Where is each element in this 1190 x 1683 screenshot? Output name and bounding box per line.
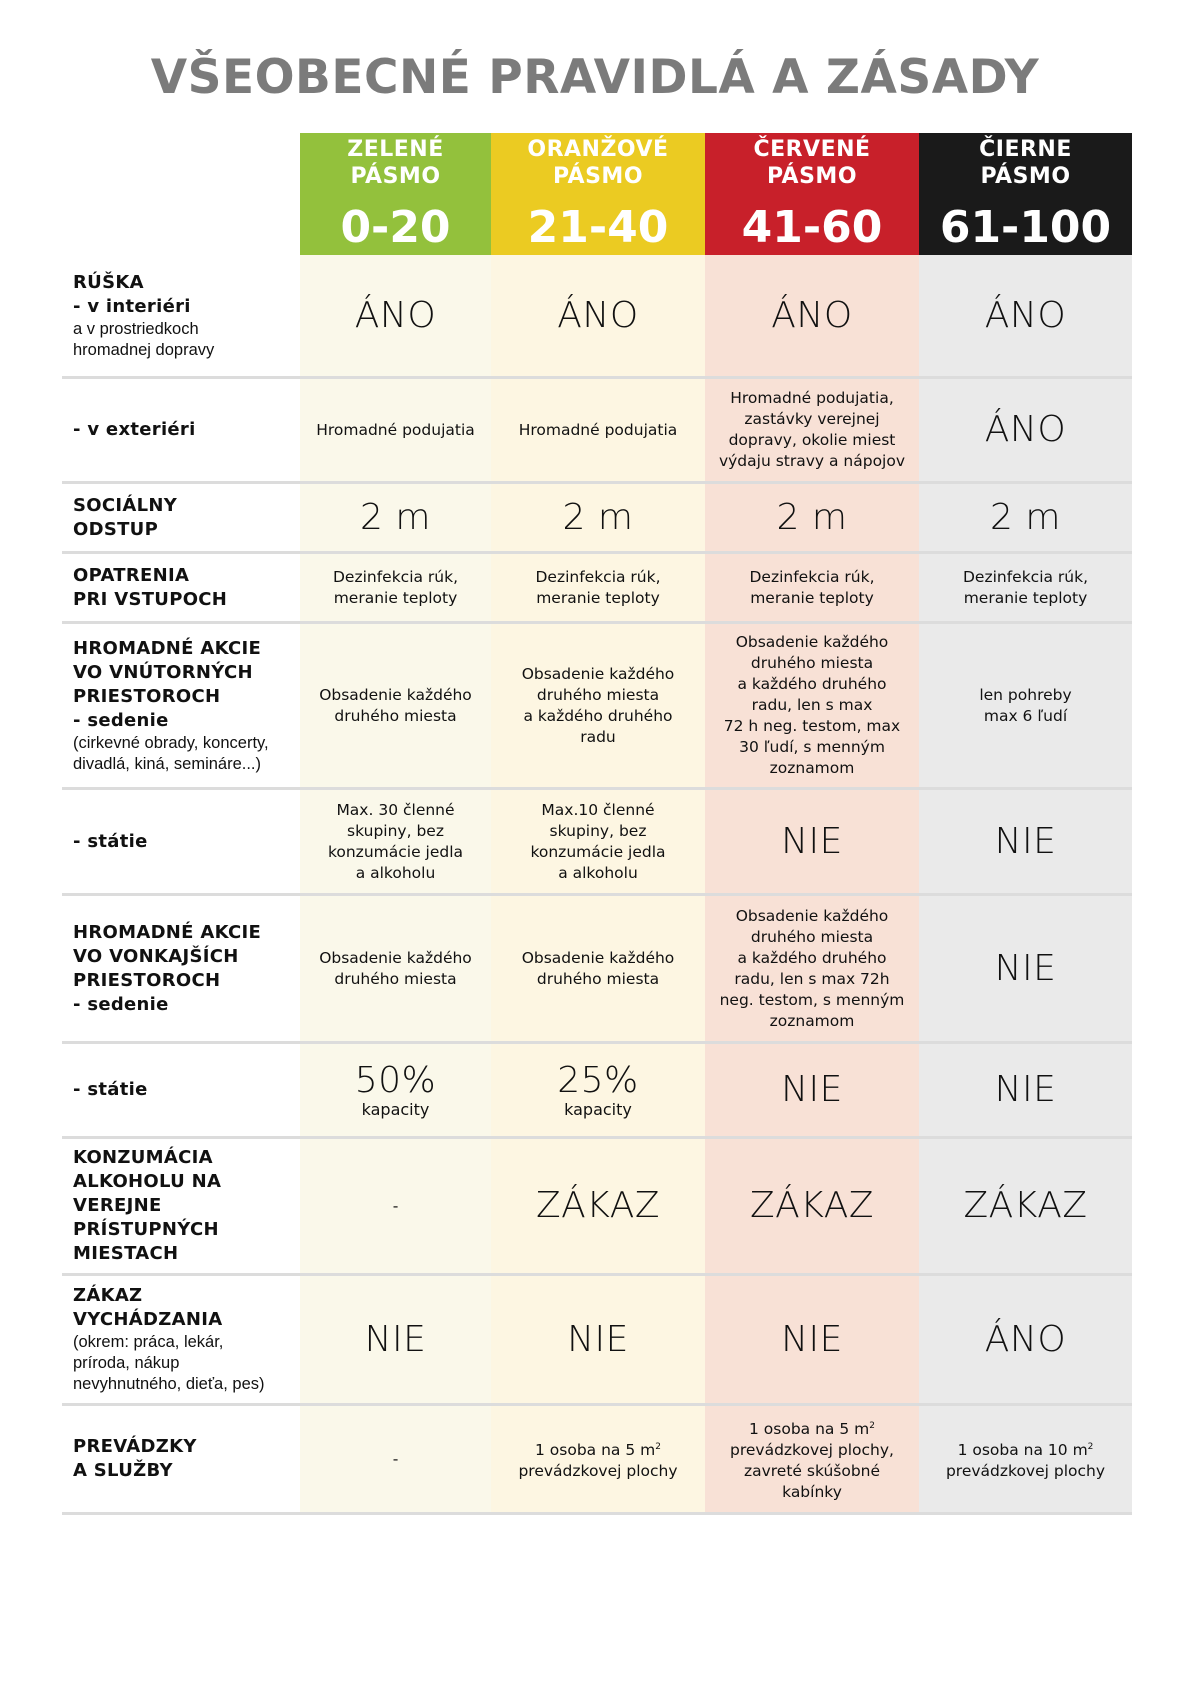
row-label-bold: ZÁKAZ xyxy=(73,1285,143,1306)
row-label-bold: PRI VSTUPOCH xyxy=(73,588,228,610)
cell-line: a každého druhého xyxy=(737,948,887,967)
superscript-2: 2 xyxy=(1087,1441,1094,1452)
cell-green xyxy=(300,624,491,790)
row-label xyxy=(62,484,300,554)
cell-line: max 6 ľudí xyxy=(983,706,1068,725)
cell-line: a alkoholu xyxy=(355,863,436,882)
cell-green xyxy=(300,1044,491,1139)
row-label-bold: KONZUMÁCIA xyxy=(73,1147,213,1168)
cell-green xyxy=(300,1406,491,1515)
row-label-bold: ALKOHOLU NA xyxy=(73,1171,222,1192)
cell-value: 2 m xyxy=(990,496,1061,538)
cell-line: Obsadenie každého xyxy=(735,906,889,925)
cell-line: 1 osoba na 10 $m^2$ xyxy=(957,1440,1094,1459)
row-label-note: (cirkevné obrady, koncerty, xyxy=(73,733,269,752)
cell-value: ZÁKAZ xyxy=(535,1185,661,1226)
row-label-bold: - sedenie xyxy=(73,993,169,1015)
row-label-note: a v prostriedkoch xyxy=(73,319,199,338)
zone-name-line2: PÁSMO xyxy=(552,164,644,189)
cell-green xyxy=(300,484,491,554)
cell-line: druhého miesta xyxy=(750,927,874,946)
cell-value: 2 m xyxy=(776,496,848,538)
cell-black xyxy=(919,484,1132,554)
cell-line: druhého miesta xyxy=(750,654,874,672)
cell-line: meranie teploty xyxy=(333,588,458,607)
cell-black xyxy=(919,255,1132,379)
row-label xyxy=(62,1276,300,1406)
cell-line: skupiny, bez xyxy=(347,821,444,840)
cell-value: ÁNO xyxy=(984,294,1067,336)
row-label-bold: - státie xyxy=(73,1079,148,1100)
row-label xyxy=(62,624,300,790)
row-label-bold: HROMADNÉ AKCIE xyxy=(73,921,262,943)
rules-table xyxy=(62,133,1132,1515)
cell-line: druhého miesta xyxy=(536,685,660,704)
zone-name-line1: ČERVENÉ xyxy=(753,137,871,162)
cell-orange xyxy=(491,1276,705,1406)
cell-value: NIE xyxy=(781,1318,843,1360)
cell-subvalue: kapacity xyxy=(361,1100,430,1119)
row-label-note: divadlá, kiná, semináre...) xyxy=(73,754,262,773)
cell-green xyxy=(300,896,491,1044)
cell-black xyxy=(919,1406,1132,1515)
cell-line: zoznamom xyxy=(769,759,855,777)
cell-value: ÁNO xyxy=(354,294,437,336)
zone-header-green xyxy=(300,133,491,255)
cell-black xyxy=(919,1276,1132,1406)
cell-value: NIE xyxy=(994,947,1057,989)
cell-orange xyxy=(491,790,705,896)
cell-value: 25% xyxy=(557,1060,639,1101)
cell-line: zoznamom xyxy=(769,1011,855,1030)
cell-line: Max. 30 členné xyxy=(336,800,455,819)
zone-name-line2: PÁSMO xyxy=(350,164,441,189)
row-label-bold: VO VNÚTORNÝCH xyxy=(73,661,253,683)
cell-line: meranie teploty xyxy=(963,588,1088,607)
cell-value: ZÁKAZ xyxy=(963,1185,1088,1226)
row-label-bold: PREVÁDZKY xyxy=(73,1436,197,1457)
cell-value: ÁNO xyxy=(984,1318,1067,1360)
cell-line: druhého miesta xyxy=(334,969,457,988)
cell-orange xyxy=(491,554,705,624)
row-label-bold: VYCHÁDZANIA xyxy=(73,1309,223,1330)
zone-name-line1: ZELENÉ xyxy=(347,137,444,162)
zone-name-line1: ČIERNE xyxy=(979,137,1072,162)
cell-black xyxy=(919,1139,1132,1276)
row-label xyxy=(62,1406,300,1515)
page-title: VŠEOBECNÉ PRAVIDLÁ A ZÁSADY xyxy=(150,50,1040,105)
row-label-bold: PRÍSTUPNÝCH xyxy=(73,1219,219,1240)
cell-line: Obsadenie každého xyxy=(319,685,472,704)
cell-green xyxy=(300,255,491,379)
cell-orange xyxy=(491,379,705,484)
cell-line: Dezinfekcia rúk, xyxy=(332,567,459,586)
cell-red xyxy=(705,379,919,484)
row-label-bold: - v interiéri xyxy=(73,295,191,317)
cell-red xyxy=(705,1139,919,1276)
cell-orange xyxy=(491,624,705,790)
row-label xyxy=(62,554,300,624)
cell-black xyxy=(919,896,1132,1044)
cell-line: 1 osoba na 5 $m^2$ xyxy=(535,1440,661,1459)
superscript-2: 2 xyxy=(655,1441,661,1452)
zone-header-orange xyxy=(491,133,705,255)
cell-red xyxy=(705,554,919,624)
cell-line: Max.10 členné xyxy=(541,800,655,819)
cell-line: a každého druhého xyxy=(737,675,887,693)
zone-range: 41-60 xyxy=(741,202,883,253)
row-label xyxy=(62,255,300,379)
cell-line: zavreté skúšobné xyxy=(743,1461,881,1480)
header-corner xyxy=(62,133,300,255)
cell-line: radu, len s max xyxy=(751,696,873,714)
cell-value: 2 m xyxy=(360,496,431,538)
cell-line: Obsadenie každého xyxy=(735,633,889,651)
row-label xyxy=(62,790,300,896)
row-label xyxy=(62,896,300,1044)
cell-orange xyxy=(491,255,705,379)
zone-header-red xyxy=(705,133,919,255)
cell-green xyxy=(300,790,491,896)
cell-black xyxy=(919,1044,1132,1139)
zone-name-line2: PÁSMO xyxy=(980,164,1071,189)
cell-orange xyxy=(491,1139,705,1276)
row-label-bold: PRIESTOROCH xyxy=(73,685,221,707)
row-label xyxy=(62,379,300,484)
cell-line: Dezinfekcia rúk, xyxy=(749,567,875,586)
row-label-bold: - sedenie xyxy=(73,709,169,731)
cell-line: - xyxy=(392,1449,399,1468)
cell-line: zastávky verejnej xyxy=(744,410,880,428)
cell-line: meranie teploty xyxy=(536,588,660,607)
cell-line: Dezinfekcia rúk, xyxy=(535,567,661,586)
cell-value: 50% xyxy=(354,1060,437,1101)
cell-line: a každého druhého xyxy=(523,706,673,725)
cell-line: Obsadenie každého xyxy=(521,664,675,683)
cell-value: NIE xyxy=(994,820,1057,862)
zone-name-line1: ORANŽOVÉ xyxy=(527,137,669,162)
zone-header-black xyxy=(919,133,1132,255)
cell-green xyxy=(300,1276,491,1406)
cell-red xyxy=(705,255,919,379)
zone-name-line2: PÁSMO xyxy=(766,164,858,189)
cell-subvalue: kapacity xyxy=(564,1100,632,1119)
row-label-bold: SOCIÁLNY xyxy=(73,494,178,516)
cell-line: a alkoholu xyxy=(558,863,638,882)
row-label-note: príroda, nákup xyxy=(73,1354,180,1372)
row-label-note: hromadnej dopravy xyxy=(73,340,215,359)
row-label-bold: VEREJNE xyxy=(73,1195,162,1216)
row-label-bold: MIESTACH xyxy=(73,1243,179,1264)
cell-green xyxy=(300,554,491,624)
cell-black xyxy=(919,554,1132,624)
cell-value: ÁNO xyxy=(771,294,853,336)
row-label-bold: RÚŠKA xyxy=(73,271,144,293)
row-label-bold: ODSTUP xyxy=(73,518,159,540)
row-label xyxy=(62,1139,300,1276)
cell-black xyxy=(919,624,1132,790)
cell-red xyxy=(705,790,919,896)
cell-line: Obsadenie každého xyxy=(319,948,472,967)
row-label-note: (okrem: práca, lekár, xyxy=(73,1333,224,1351)
cell-orange xyxy=(491,1406,705,1515)
row-label-bold: - v exteriéri xyxy=(73,419,196,440)
cell-line: Obsadenie každého xyxy=(521,948,675,967)
cell-red xyxy=(705,1044,919,1139)
row-label-bold: VO VONKAJŠÍCH xyxy=(73,945,239,967)
cell-red xyxy=(705,896,919,1044)
cell-line: dopravy, okolie miest xyxy=(728,431,896,449)
cell-value: NIE xyxy=(781,820,843,862)
cell-value: NIE xyxy=(781,1069,843,1110)
cell-line: - xyxy=(392,1196,399,1215)
cell-red xyxy=(705,1406,919,1515)
cell-orange xyxy=(491,484,705,554)
row-label-bold: - státie xyxy=(73,830,148,852)
cell-orange xyxy=(491,1044,705,1139)
cell-line: prevádzkovej plochy, xyxy=(730,1440,894,1459)
cell-red xyxy=(705,624,919,790)
cell-line: kabínky xyxy=(782,1482,842,1501)
cell-line: konzumácie jedla xyxy=(327,842,464,861)
cell-orange xyxy=(491,896,705,1044)
cell-value: ZÁKAZ xyxy=(749,1185,875,1226)
cell-line: druhého miesta xyxy=(536,969,660,988)
cell-line: výdaju stravy a nápojov xyxy=(718,452,906,470)
cell-green xyxy=(300,1139,491,1276)
cell-line: radu xyxy=(580,727,616,746)
cell-line: Dezinfekcia rúk, xyxy=(962,567,1089,586)
cell-line: Hromadné podujatia xyxy=(518,420,678,439)
cell-line: meranie teploty xyxy=(750,588,874,607)
cell-value: NIE xyxy=(994,1069,1057,1110)
cell-value: NIE xyxy=(567,1318,629,1360)
row-label-bold: PRIESTOROCH xyxy=(73,969,221,991)
cell-line: prevádzkovej plochy xyxy=(518,1461,678,1480)
cell-line: skupiny, bez xyxy=(549,821,647,840)
superscript-2: 2 xyxy=(869,1420,875,1431)
cell-value: NIE xyxy=(364,1318,427,1360)
row-label xyxy=(62,1044,300,1139)
cell-line: 30 ľudí, s menným xyxy=(739,738,885,756)
row-label-bold: OPATRENIA xyxy=(73,564,190,586)
cell-value: ÁNO xyxy=(557,294,639,336)
row-label-note: nevyhnutného, dieťa, pes) xyxy=(73,1375,265,1393)
cell-red xyxy=(705,484,919,554)
cell-line: neg. testom, s menným xyxy=(719,990,905,1009)
cell-line: 1 osoba na 5 $m^2$ xyxy=(749,1419,875,1438)
cell-line: 72 h neg. testom, max xyxy=(723,717,901,735)
cell-line: len pohreby xyxy=(979,685,1072,704)
row-label-bold: A SLUŽBY xyxy=(73,1460,173,1481)
zone-range: 61-100 xyxy=(939,202,1112,253)
cell-value: ÁNO xyxy=(984,409,1067,450)
row-label-bold: HROMADNÉ AKCIE xyxy=(73,637,262,659)
cell-line: prevádzkovej plochy xyxy=(945,1461,1106,1480)
zone-range: 21-40 xyxy=(527,202,669,253)
cell-value: 2 m xyxy=(562,496,634,538)
cell-line: Hromadné podujatia xyxy=(316,420,475,439)
cell-red xyxy=(705,1276,919,1406)
cell-line: radu, len s max 72h xyxy=(734,969,890,988)
cell-green xyxy=(300,379,491,484)
cell-line: druhého miesta xyxy=(334,706,457,725)
zone-range: 0-20 xyxy=(340,202,451,253)
cell-black xyxy=(919,379,1132,484)
cell-line: Hromadné podujatia, xyxy=(730,389,894,407)
cell-black xyxy=(919,790,1132,896)
cell-line: konzumácie jedla xyxy=(530,842,666,861)
